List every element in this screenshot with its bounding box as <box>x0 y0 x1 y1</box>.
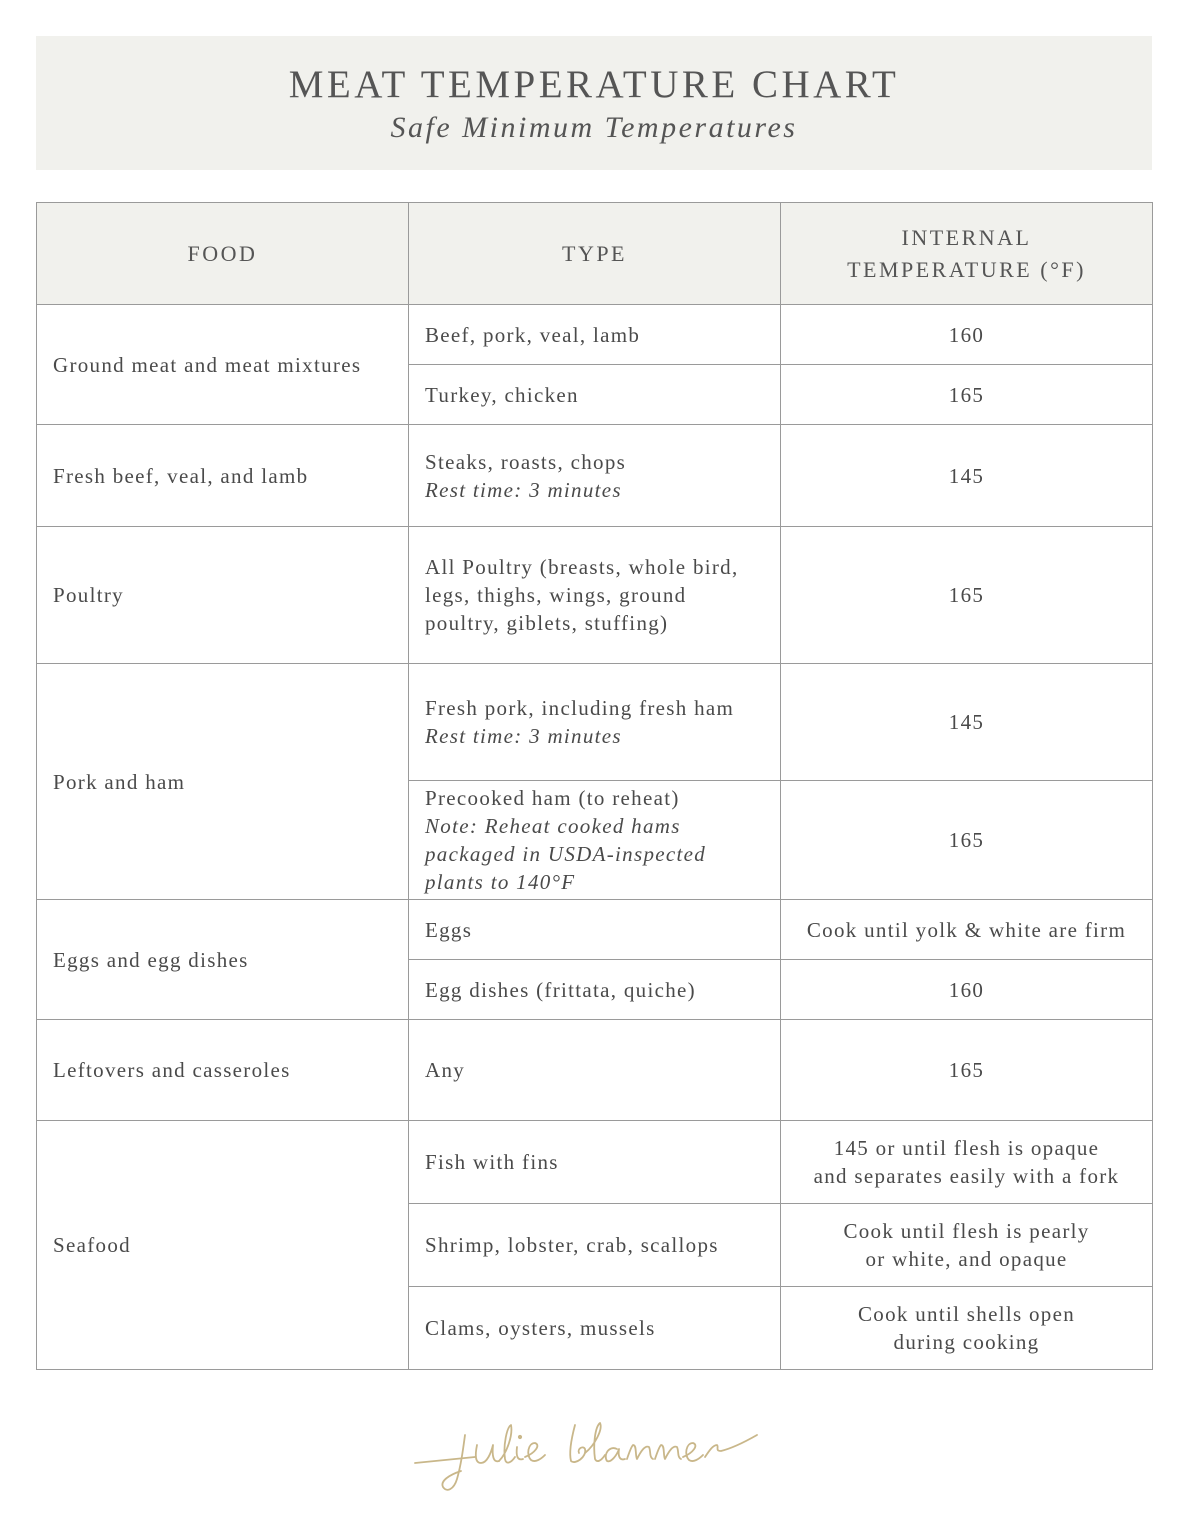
temperature-cell <box>781 1121 1153 1204</box>
temperature-cell: Cook until yolk & white are firm <box>781 900 1153 960</box>
temperature-line: and separates easily with a fork <box>813 1164 1120 1188</box>
signature-stroke <box>570 1425 585 1462</box>
food-cell: Ground meat and meat mixtures <box>37 305 409 425</box>
column-header-temperature-line2: TEMPERATURE (°F) <box>847 256 1086 282</box>
table-row <box>37 900 1153 960</box>
temperature-line: 145 or until flesh is opaque <box>833 1136 1100 1160</box>
food-cell: Seafood <box>37 1121 409 1370</box>
signature-stroke <box>705 1435 757 1457</box>
type-cell: Turkey, chicken <box>409 365 781 425</box>
signature-stroke <box>442 1435 465 1490</box>
signature-stroke <box>525 1443 545 1461</box>
temperature-cell: 145 <box>781 664 1153 781</box>
temperature-cell: 165 <box>781 527 1153 664</box>
temperature-line: during cooking <box>893 1330 1040 1354</box>
type-cell: Fish with fins <box>409 1121 781 1204</box>
type-cell <box>409 781 781 900</box>
table-header-row <box>37 203 1153 305</box>
signature-stroke <box>476 1445 499 1463</box>
temperature-line: Cook until flesh is pearly <box>843 1219 1090 1243</box>
table-row <box>37 305 1153 365</box>
temperature-cell: 145 <box>781 425 1153 527</box>
column-header-temperature-line1: INTERNAL <box>901 224 1032 250</box>
type-note: Rest time: 3 minutes <box>425 477 622 502</box>
type-note: Rest time: 3 minutes <box>425 724 622 748</box>
chart-subtitle: Safe Minimum Temperatures <box>390 111 798 144</box>
signature-stroke <box>683 1443 703 1461</box>
table-row <box>37 664 1153 781</box>
signature-stroke <box>585 1423 605 1461</box>
chart-header <box>36 36 1152 170</box>
food-cell: Fresh beef, veal, and lamb <box>37 425 409 527</box>
type-cell: Beef, pork, veal, lamb <box>409 305 781 365</box>
temperature-cell: 160 <box>781 305 1153 365</box>
table-row <box>37 1020 1153 1121</box>
signature-dot <box>519 1436 521 1438</box>
food-cell: Eggs and egg dishes <box>37 900 409 1020</box>
table-row <box>37 1121 1153 1204</box>
type-cell: Any <box>409 1020 781 1121</box>
chart-title: MEAT TEMPERATURE CHART <box>288 63 900 106</box>
type-cell <box>409 664 781 781</box>
type-cell: Clams, oysters, mussels <box>409 1287 781 1370</box>
signature-stroke <box>655 1445 681 1459</box>
type-note: Note: Reheat cooked hams packaged in USDA-inspected plants to 140°F <box>425 814 707 894</box>
signature-stroke <box>517 1447 523 1459</box>
column-header-temperature <box>781 203 1153 305</box>
temperature-line: Cook until shells open <box>857 1302 1075 1326</box>
signature-logo <box>395 1405 790 1505</box>
type-cell: Egg dishes (frittata, quiche) <box>409 960 781 1020</box>
temperature-cell <box>781 1204 1153 1287</box>
column-header-type: TYPE <box>409 203 781 305</box>
food-cell: Leftovers and casseroles <box>37 1020 409 1121</box>
temperature-cell <box>781 1287 1153 1370</box>
table-row <box>37 527 1153 664</box>
table-row <box>37 425 1153 527</box>
type-cell: Eggs <box>409 900 781 960</box>
column-header-food: FOOD <box>37 203 409 305</box>
signature-stroke <box>606 1448 625 1461</box>
food-cell: Pork and ham <box>37 664 409 900</box>
type-cell: Shrimp, lobster, crab, scallops <box>409 1204 781 1287</box>
signature-stroke <box>499 1425 515 1463</box>
signature-stroke <box>627 1445 653 1459</box>
type-text: Fresh pork, including fresh ham <box>425 696 735 720</box>
temperature-line: or white, and opaque <box>865 1247 1068 1271</box>
temperature-table <box>36 202 1153 1370</box>
temperature-cell: 165 <box>781 781 1153 900</box>
signature-stroke <box>415 1457 475 1463</box>
type-cell: All Poultry (breasts, whole bird, legs, thighs, wings, ground poultry, giblets, stuffing) <box>409 527 781 664</box>
type-cell <box>409 425 781 527</box>
type-text: Steaks, roasts, chops <box>425 449 627 474</box>
temperature-cell: 165 <box>781 1020 1153 1121</box>
temperature-cell: 160 <box>781 960 1153 1020</box>
food-cell: Poultry <box>37 527 409 664</box>
type-text: Precooked ham (to reheat) <box>425 786 680 810</box>
temperature-cell: 165 <box>781 365 1153 425</box>
